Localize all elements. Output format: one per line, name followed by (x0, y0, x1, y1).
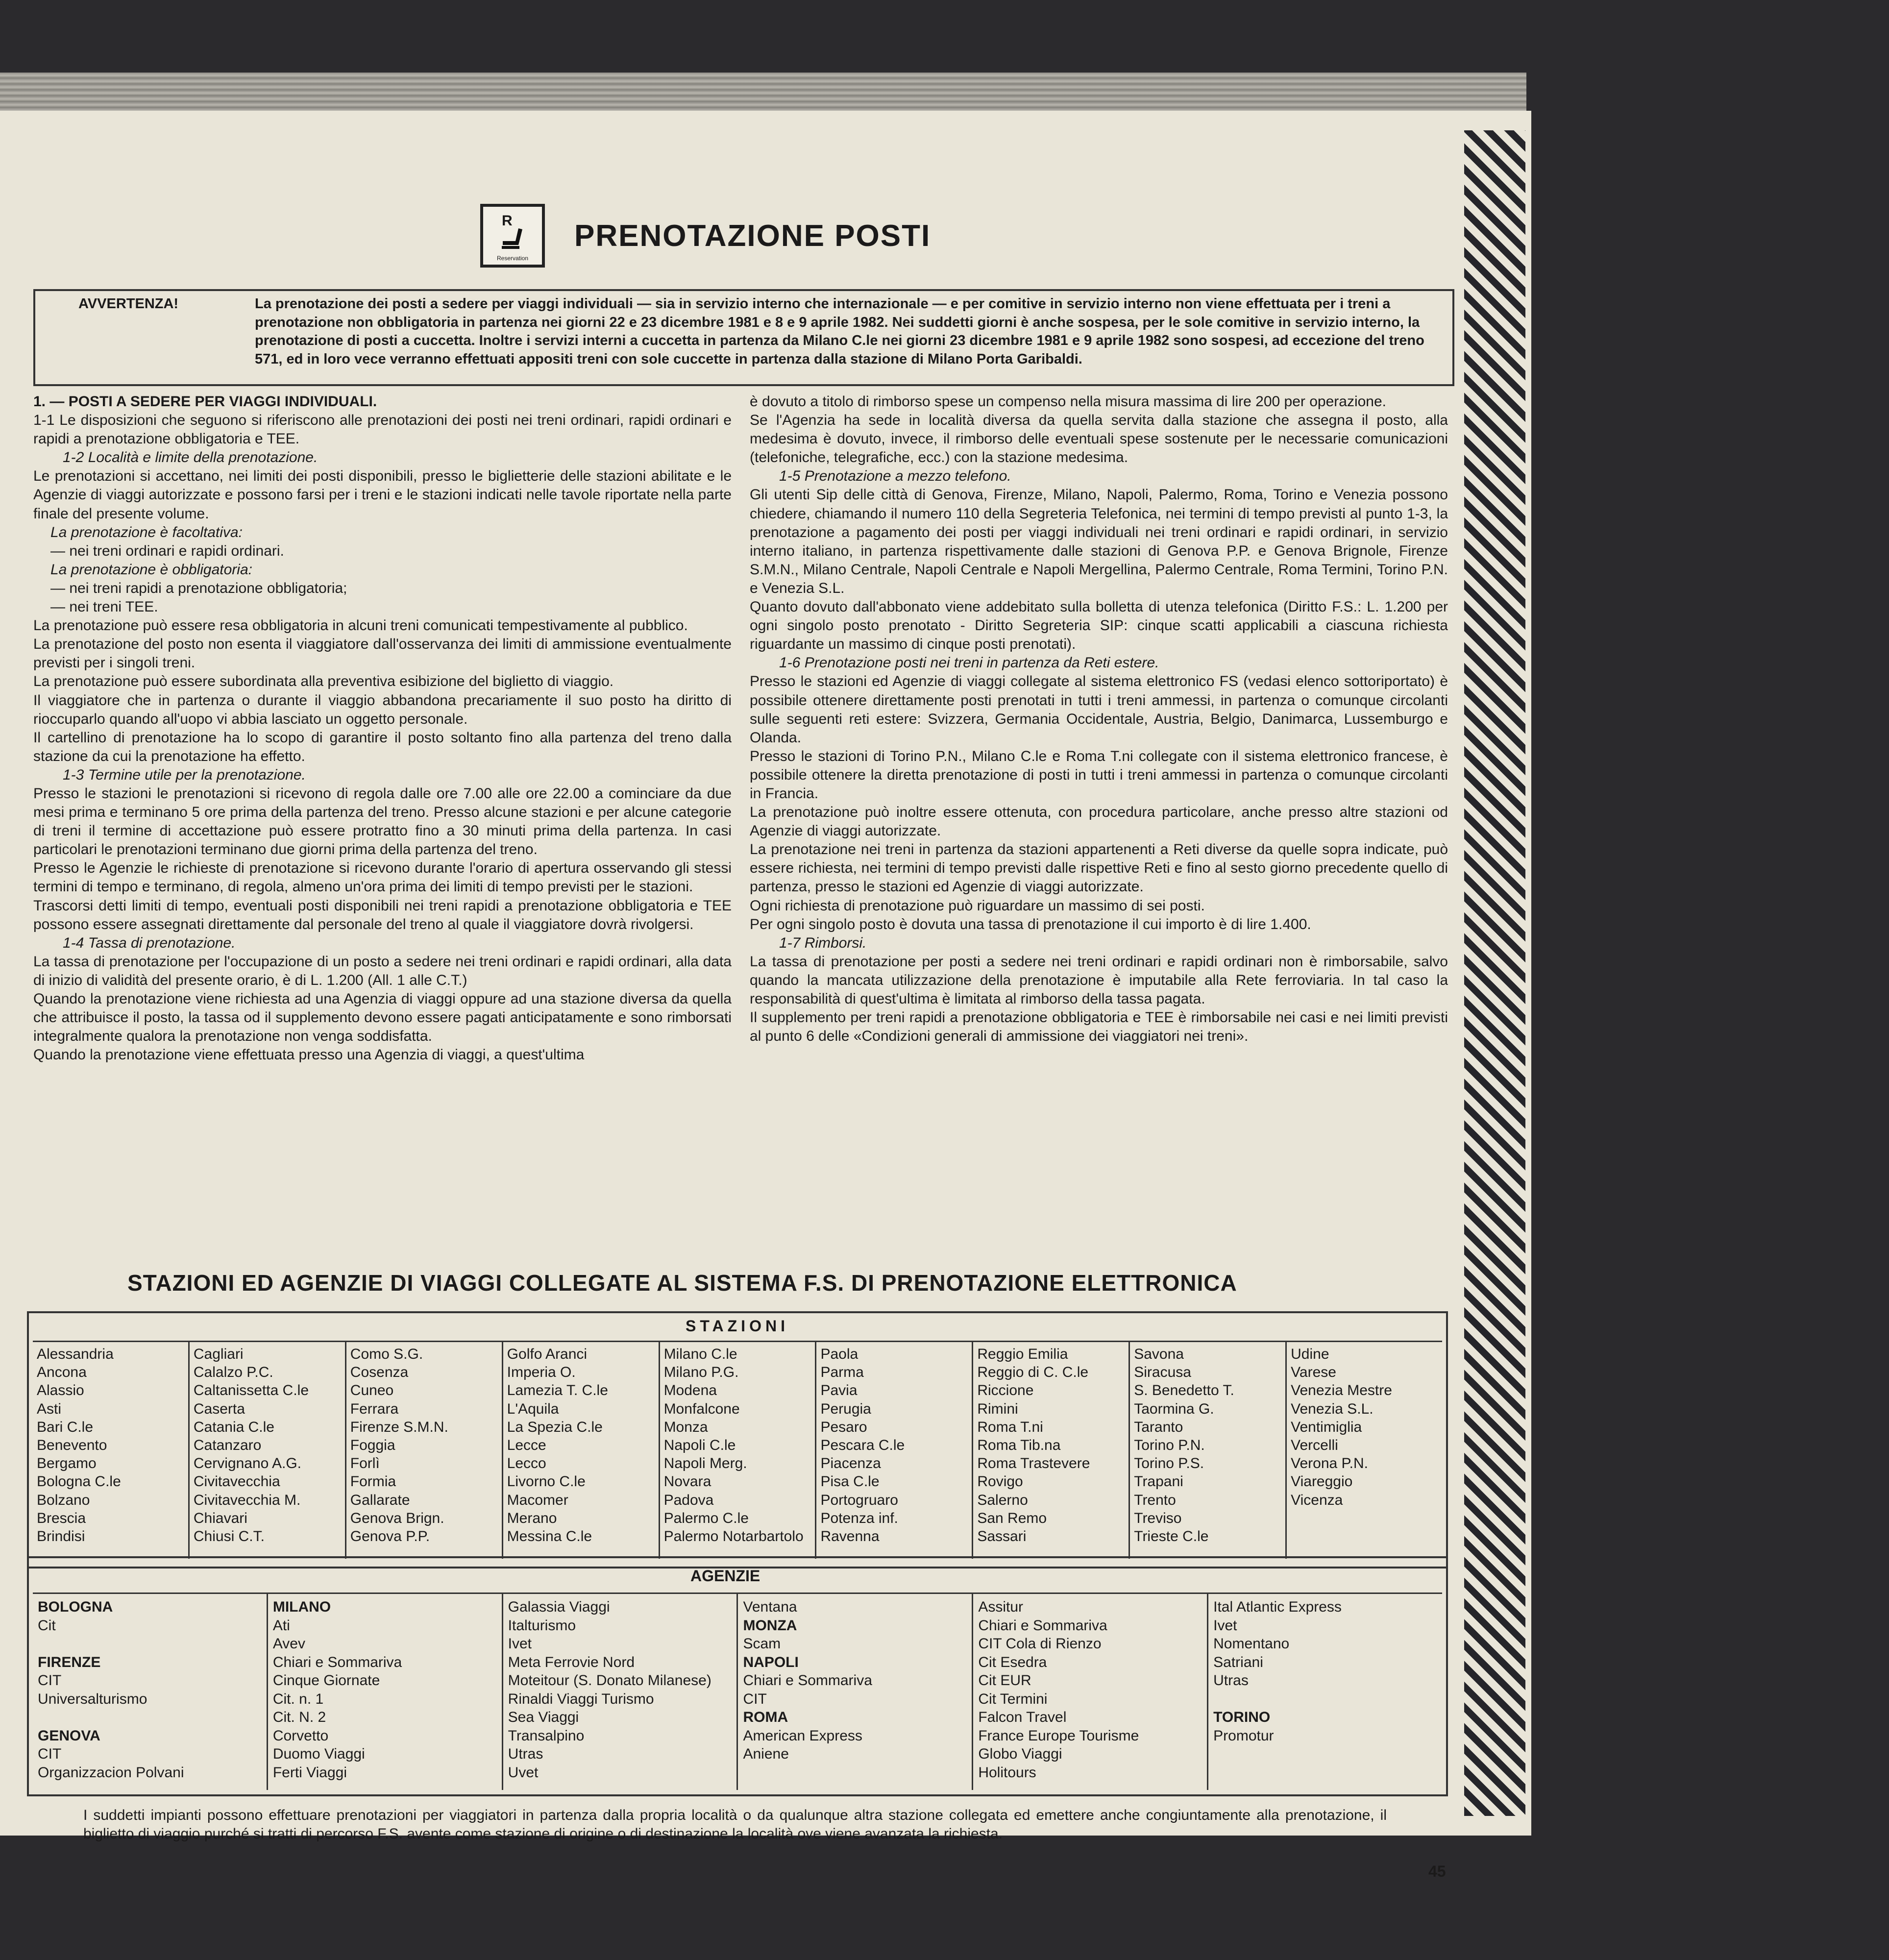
station-name: Roma T.ni (977, 1419, 1043, 1435)
station-name: Trapani (1134, 1473, 1183, 1490)
warning-box (33, 289, 1454, 386)
station-name: Potenza inf. (820, 1510, 898, 1526)
agency-name: CIT (743, 1690, 767, 1707)
agency-name: Chiari e Sommariva (743, 1672, 872, 1689)
station-name: Bari C.le (37, 1419, 94, 1435)
station-name: Macomer (507, 1492, 568, 1508)
agency-name: Ati (272, 1617, 290, 1634)
station-name: Savona (1134, 1346, 1184, 1362)
station-name: Milano C.le (663, 1346, 737, 1362)
station-name: Alessandria (37, 1346, 114, 1362)
agency-city: TORINO (1213, 1709, 1271, 1725)
station-name: Napoli C.le (663, 1437, 736, 1453)
agency-name: Universalturismo (38, 1690, 147, 1707)
agency-name: Utras (508, 1746, 543, 1762)
stations-label: STAZIONI (686, 1317, 789, 1335)
station-name: Modena (663, 1382, 717, 1399)
agency-name (38, 1708, 262, 1727)
reservation-caption: Reservation (496, 255, 529, 262)
station-name: Ravenna (820, 1528, 880, 1544)
document-page (0, 111, 1531, 1880)
station-name: Vercelli (1291, 1437, 1338, 1453)
page-margin-stripes (1464, 130, 1525, 1816)
right-paragraph: Gli utenti Sip delle città di Genova, Firenze, Milano, Napoli, Palermo, Roma, Torino e Venezia possono chiedere, chiamando il numero 110 della Segreteria Telefonica, nei termini di tempo previsti al punto 1-3, la prenotazione a pagamento dei posti per viaggi individuali nei treni ordinari e rapidi ordinari, in servizio interno italiano, in partenza rispettivamente dalle stazioni di Genova P.P. e Genova Brignole, Firenze S.M.N., Milano Centrale, Napoli Centrale e Napoli Mergellina, Palermo Centrale, Roma Termini, Torino P.N. e Venezia S.L. (750, 487, 1448, 596)
station-name: Treviso (1134, 1510, 1182, 1526)
agency-name: Uvet (508, 1764, 539, 1781)
agency-name: Sea Viaggi (508, 1709, 579, 1725)
station-name: Pesaro (820, 1419, 867, 1435)
agencies-table (27, 1556, 1448, 1796)
station-name: Roma Trastevere (977, 1455, 1090, 1472)
agency-name: CIT Cola di Rienzo (978, 1636, 1102, 1652)
left-paragraph: Quando la prenotazione viene effettuata presso una Agenzia di viaggi, a quest'ultima (33, 1047, 585, 1063)
agency-name: Ivet (508, 1636, 532, 1652)
left-paragraph: 1-4 Tassa di prenotazione. (63, 934, 236, 951)
agency-name: Corvetto (272, 1727, 329, 1744)
station-name: Bolzano (37, 1492, 90, 1508)
agency-name: Chiari e Sommariva (978, 1617, 1107, 1634)
station-name: Palermo C.le (663, 1510, 749, 1526)
station-name: Como S.G. (350, 1346, 423, 1362)
station-name: Brindisi (37, 1528, 85, 1544)
seat-reservation-icon (480, 204, 545, 268)
station-name: Livorno C.le (507, 1473, 586, 1490)
stations-table (27, 1311, 1448, 1568)
agency-name: Cit Termini (978, 1690, 1048, 1707)
station-name: Golfo Aranci (507, 1346, 588, 1362)
station-name: Novara (663, 1473, 711, 1490)
agency-name (1213, 1690, 1437, 1709)
station-column (660, 1342, 817, 1559)
agency-city: BOLOGNA (38, 1599, 113, 1615)
station-name: Lamezia T. C.le (507, 1382, 608, 1399)
station-name: Chiavari (193, 1510, 247, 1526)
station-name: Cervignano A.G. (193, 1455, 302, 1472)
right-paragraph: Il supplemento per treni rapidi a prenotazione obbligatoria e TEE è rimborsabile nei casi e nei limiti previsti al punto 6 delle «Condizioni generali di ammissione dei viaggiatori nei treni». (750, 1009, 1448, 1045)
left-paragraph: — nei treni rapidi a prenotazione obbligatoria; (50, 580, 347, 596)
station-name: Monza (663, 1419, 708, 1435)
agency-name: Avev (272, 1636, 305, 1652)
agency-name: Italturismo (508, 1617, 576, 1634)
left-paragraph: 1-2 Località e limite della prenotazione. (63, 449, 318, 466)
station-name: Sassari (977, 1528, 1027, 1544)
station-name: Vicenza (1291, 1492, 1343, 1508)
station-name: Salerno (977, 1492, 1028, 1508)
station-name: Rimini (977, 1400, 1018, 1417)
station-name: Ventimiglia (1291, 1419, 1362, 1435)
left-paragraph: La prenotazione può essere subordinata alla preventiva esibizione del biglietto di viaggio. (33, 673, 614, 690)
agency-city: MILANO (272, 1599, 331, 1615)
left-paragraph: 1. — POSTI A SEDERE PER VIAGGI INDIVIDUALI. (33, 393, 377, 410)
station-name: Viareggio (1291, 1473, 1353, 1490)
agency-name: France Europe Tourisme (978, 1727, 1139, 1744)
left-paragraph: Quando la prenotazione viene richiesta ad una Agenzia di viaggi oppure ad una stazione diversa da quella che attribuisce il posto, la tassa od il supplemento devono essere pagati anticipatamente e sono rimborsati integralmente qualora la prenotazione non venga soddisfatta. (33, 991, 732, 1045)
station-name: Padova (663, 1492, 714, 1508)
left-paragraph: La prenotazione può essere resa obbligatoria in alcuni treni comunicati tempestivamente al pubblico. (33, 617, 688, 634)
page-number: 45 (1428, 1862, 1446, 1880)
agency-name: Cit Esedra (978, 1654, 1047, 1670)
station-name: S. Benedetto T. (1134, 1382, 1234, 1399)
station-name: Perugia (820, 1400, 871, 1417)
agency-name: Transalpino (508, 1727, 585, 1744)
agency-name: Scam (743, 1636, 781, 1652)
station-name: Palermo Notarbartolo (663, 1528, 804, 1544)
agency-name: Meta Ferrovie Nord (508, 1654, 635, 1670)
station-name: Paola (820, 1346, 859, 1362)
left-paragraph: Trascorsi detti limiti di tempo, eventuali posti disponibili nei treni rapidi a prenotazione obbligatoria e TEE possono essere assegnati direttamente dal personale del treno al quale il viaggiatore dovrà rivolgersi. (33, 897, 732, 932)
station-name: Bergamo (37, 1455, 97, 1472)
page-title: PRENOTAZIONE POSTI (574, 219, 931, 253)
left-paragraph: Presso le Agenzie le richieste di prenotazione si ricevono durante l'orario di apertura osservando gli stessi termini di tempo e terminano, di regola, almeno un'ora prima dei limiti di tempo previsti per le stazioni. (33, 860, 732, 895)
station-name: Lecco (507, 1455, 546, 1472)
station-name: Varese (1291, 1364, 1336, 1381)
agency-name: Rinaldi Viaggi Turismo (508, 1690, 654, 1707)
station-name: Alassio (37, 1382, 84, 1399)
right-paragraph: La tassa di prenotazione per posti a sedere nei treni ordinari e rapidi ordinari non è rimborsabile, salvo quando la mancata utilizzazione della prenotazione è imputabile alla Rete ferroviaria. In tal caso la responsabilità di quest'ultima è limitata al rimborso della tassa pagata. (750, 953, 1448, 1007)
right-paragraph: Ogni richiesta di prenotazione può riguardare un massimo di sei posti. (750, 897, 1205, 914)
left-paragraph: Il cartellino di prenotazione ha lo scopo di garantire il posto soltanto fino alla partenza del treno dalla stazione da cui la prenotazione ha effetto. (33, 729, 732, 764)
agency-name: Moteitour (S. Donato Milanese) (508, 1672, 711, 1689)
station-name: Monfalcone (663, 1400, 740, 1417)
station-name: Cosenza (350, 1364, 409, 1381)
station-name: Parma (820, 1364, 864, 1381)
agency-name: Galassia Viaggi (508, 1599, 610, 1615)
footer-note: I suddetti impianti possono effettuare prenotazioni per viaggiatori in partenza dalla propria località o da qualunque altra stazione collegata ed emettere anche congiuntamente alla prenotazione, il biglietto di viaggio purché si tratti di percorso F.S. avente come stazione di origine o di destinazione la località ove viene avanzata la richiesta. (83, 1807, 1387, 1842)
station-name: Catania C.le (193, 1419, 274, 1435)
station-name: Civitavecchia (193, 1473, 280, 1490)
agency-name: American Express (743, 1727, 862, 1744)
agency-name: Ventana (743, 1599, 797, 1615)
right-paragraph: Presso le stazioni ed Agenzie di viaggi collegate al sistema elettronico FS (vedasi elenco sottoriportato) è possibile ottenere direttamente posti prenotati in tutti i treni ammessi, in partenza o comunque circolanti sulle seguenti reti estere: Svizzera, Germania Occidentale, Austria, Belgio, Danimarca, Lussemburgo e Olanda. (750, 673, 1448, 746)
agency-city: GENOVA (38, 1727, 100, 1744)
station-name: Rovigo (977, 1473, 1023, 1490)
reservation-letter: R (502, 213, 513, 229)
agency-name: Assitur (978, 1599, 1023, 1615)
station-name: Genova P.P. (350, 1528, 430, 1544)
station-name: Formia (350, 1473, 396, 1490)
right-text-column (750, 392, 1448, 1046)
agency-name: Ivet (1213, 1617, 1237, 1634)
right-paragraph: Quanto dovuto dall'abbonato viene addebitato sulla bolletta di utenza telefonica (Diritto F.S.: L. 1.200 per ogni singolo posto prenotato - Diritto Segreteria SIP: cinque scatti applicabili a ciascuna richiesta riguardante un massimo di cinque posti prenotati). (750, 599, 1448, 653)
station-name: Merano (507, 1510, 557, 1526)
left-paragraph: La prenotazione è obbligatoria: (50, 561, 252, 578)
station-name: Asti (37, 1400, 62, 1417)
station-name: Lecce (507, 1437, 546, 1453)
station-column (816, 1342, 973, 1559)
station-name: Torino P.S. (1134, 1455, 1204, 1472)
station-name: Pescara C.le (820, 1437, 905, 1453)
agency-name: CIT (38, 1746, 62, 1762)
left-text-column (33, 392, 732, 1064)
station-name: Imperia O. (507, 1364, 576, 1381)
station-name: Brescia (37, 1510, 86, 1526)
left-paragraph: La prenotazione del posto non esenta il viaggiatore dall'osservanza dei limiti di ammissione eventualmente previsti per i singoli treni. (33, 636, 732, 671)
station-column (503, 1342, 660, 1559)
station-name: Reggio di C. C.le (977, 1364, 1089, 1381)
station-name: Messina C.le (507, 1528, 592, 1544)
right-paragraph: 1-5 Prenotazione a mezzo telefono. (779, 468, 1011, 485)
seat-icon (499, 226, 528, 251)
agency-city: NAPOLI (743, 1654, 799, 1670)
station-name: San Remo (977, 1510, 1047, 1526)
agency-column (1208, 1594, 1442, 1790)
left-paragraph: — nei treni ordinari e rapidi ordinari. (50, 542, 284, 559)
agency-name: Falcon Travel (978, 1709, 1067, 1725)
station-name: Chiusi C.T. (193, 1528, 265, 1544)
left-paragraph: La prenotazione è facoltativa: (50, 524, 243, 540)
right-paragraph: La prenotazione può inoltre essere ottenuta, con procedura particolare, anche presso altre stazioni od Agenzie di viaggi autorizzate. (750, 804, 1448, 839)
station-column (190, 1342, 346, 1559)
agency-name: Cit EUR (978, 1672, 1031, 1689)
right-paragraph: Per ogni singolo posto è dovuta una tassa di prenotazione il cui importo è di lire 1.400. (750, 916, 1311, 932)
agency-name: Utras (1213, 1672, 1249, 1689)
station-name: Reggio Emilia (977, 1346, 1068, 1362)
left-paragraph: — nei treni TEE. (50, 599, 158, 615)
station-name: Caserta (193, 1400, 245, 1417)
network-title: STAZIONI ED AGENZIE DI VIAGGI COLLEGATE AL SISTEMA F.S. DI PRENOTAZIONE ELETTRONICA (127, 1270, 1237, 1296)
station-name: Genova Brign. (350, 1510, 444, 1526)
station-name: Milano P.G. (663, 1364, 739, 1381)
station-name: Foggia (350, 1437, 395, 1453)
station-name: Portogruaro (820, 1492, 898, 1508)
station-name: Trento (1134, 1492, 1176, 1508)
agency-column (973, 1594, 1208, 1790)
station-name: Cagliari (193, 1346, 244, 1362)
station-name: Pavia (820, 1382, 858, 1399)
station-name: Venezia S.L. (1291, 1400, 1374, 1417)
station-name: Civitavecchia M. (193, 1492, 301, 1508)
agency-name (38, 1635, 262, 1653)
right-paragraph: è dovuto a titolo di rimborso spese un compenso nella misura massima di lire 200 per operazione. (750, 393, 1387, 410)
station-name: Roma Tib.na (977, 1437, 1061, 1453)
station-name: Taranto (1134, 1419, 1183, 1435)
agency-city: ROMA (743, 1709, 788, 1725)
station-name: Calalzo P.C. (193, 1364, 273, 1381)
right-paragraph: Se l'Agenzia ha sede in località diversa da quella servita dalla stazione che assegna il posto, alla medesima è dovuto, invece, il rimborso delle eventuali spese sostenute per le necessarie comunicazioni (telefoniche, telegrafiche, ecc.) con la stazione medesima. (750, 412, 1448, 466)
station-name: Caltanissetta C.le (193, 1382, 309, 1399)
station-name: Ferrara (350, 1400, 399, 1417)
agency-name: Ferti Viaggi (272, 1764, 347, 1781)
station-name: Napoli Merg. (663, 1455, 747, 1472)
agency-name: Satriani (1213, 1654, 1263, 1670)
left-paragraph: 1-1 Le disposizioni che seguono si riferiscono alle prenotazioni dei posti nei treni ordinari, rapidi ordinari e rapidi a prenotazione obbligatoria e TEE. (33, 412, 732, 447)
left-paragraph: 1-3 Termine utile per la prenotazione. (63, 766, 306, 783)
station-name: Udine (1291, 1346, 1329, 1362)
right-paragraph: 1-7 Rimborsi. (779, 934, 867, 951)
agency-name: Holitours (978, 1764, 1036, 1781)
station-name: L'Aquila (507, 1400, 559, 1417)
agency-name: Organizzacion Polvani (38, 1764, 184, 1781)
agency-name: Cinque Giornate (272, 1672, 380, 1689)
station-column (346, 1342, 503, 1559)
agency-city: FIRENZE (38, 1654, 101, 1670)
agency-name: Cit. N. 2 (272, 1709, 326, 1725)
left-paragraph: Presso le stazioni le prenotazioni si ricevono di regola dalle ore 7.00 alle ore 22.00 a cominciare da due mesi prima e terminano 5 ore prima della partenza del treno. Presso alcune stazioni e per alcune categorie di treni il termine di accettazione può essere protratto fino a 30 minuti prima della partenza. In casi particolari le prenotazioni terminano due giorni prima della partenza del treno. (33, 785, 732, 858)
book-page-edge (0, 73, 1526, 113)
station-name: Piacenza (820, 1455, 881, 1472)
stations-columns (33, 1341, 1442, 1559)
agency-name: Duomo Viaggi (272, 1746, 365, 1762)
agency-name: Nomentano (1213, 1636, 1290, 1652)
page-header (480, 204, 931, 268)
station-column (973, 1342, 1130, 1559)
agency-name: Chiari e Sommariva (272, 1654, 402, 1670)
station-name: Bologna C.le (37, 1473, 121, 1490)
agency-name: Aniene (743, 1746, 789, 1762)
agency-name: CIT (38, 1672, 62, 1689)
right-paragraph: 1-6 Prenotazione posti nei treni in partenza da Reti estere. (779, 655, 1159, 671)
station-column (1130, 1342, 1287, 1559)
station-name: Cuneo (350, 1382, 394, 1399)
agency-city: MONZA (743, 1617, 797, 1634)
agency-column (503, 1594, 738, 1790)
station-name: Benevento (37, 1437, 107, 1453)
left-paragraph: La tassa di prenotazione per l'occupazione di un posto a sedere nei treni ordinari e rapidi ordinari, alla data di inizio di validità del presente orario, è di L. 1.200 (All. 1 alle C.T.) (33, 953, 732, 988)
station-name: Torino P.N. (1134, 1437, 1205, 1453)
station-name: Firenze S.M.N. (350, 1419, 448, 1435)
station-column (1287, 1342, 1442, 1559)
station-name: La Spezia C.le (507, 1419, 603, 1435)
station-name: Taormina G. (1134, 1400, 1214, 1417)
warning-label: AVVERTENZA! (78, 296, 179, 312)
station-name: Verona P.N. (1291, 1455, 1369, 1472)
station-name: Venezia Mestre (1291, 1382, 1392, 1399)
station-name: Siracusa (1134, 1364, 1191, 1381)
station-name: Pisa C.le (820, 1473, 880, 1490)
station-name: Trieste C.le (1134, 1528, 1209, 1544)
right-paragraph: Presso le stazioni di Torino P.N., Milano C.le e Roma T.ni collegate con il sistema elettronico francese, è possibile ottenere la diretta prenotazione di posti in tutti i treni ammessi in partenza o comunque circolanti in Francia. (750, 748, 1448, 802)
agency-name: Cit. n. 1 (272, 1690, 324, 1707)
agency-column (738, 1594, 973, 1790)
warning-text: La prenotazione dei posti a sedere per viaggi individuali — sia in servizio interno che internazionale — e per comitive in servizio interno non viene effettuata per i treni a prenotazione non obbligatoria in partenza nei giorni 22 e 23 dicembre 1981 e 8 e 9 aprile 1982. Nei suddetti giorni è anche sospesa, per le sole comitive in servizio interno, la prenotazione di posti a cuccetta. Inoltre i servizi interni a cuccetta in partenza da Milano C.le nei giorni 23 dicembre 1981 e 9 aprile 1982 sono sospesi, ad eccezione del treno 571, ed in loro vece verranno effettuati appositi treni con sole cuccette in partenza dalla stazione di Milano Porta Garibaldi. (255, 296, 1424, 368)
agency-name: Promotur (1213, 1727, 1274, 1744)
agency-column (33, 1594, 268, 1790)
agency-name: Ital Atlantic Express (1213, 1599, 1342, 1615)
station-name: Gallarate (350, 1492, 410, 1508)
station-column (33, 1342, 190, 1559)
station-name: Catanzaro (193, 1437, 262, 1453)
right-paragraph: La prenotazione nei treni in partenza da stazioni appartenenti a Reti diverse da quelle sopra indicate, può essere richiesta, nei termini di tempo previsti dalle rispettive Reti e fino al sesto giorno precedente quello di partenza, presso le stazioni ed Agenzie di viaggi autorizzate. (750, 841, 1448, 895)
left-paragraph: Il viaggiatore che in partenza o durante il viaggio abbandona precariamente il suo posto ha diritto di rioccuparlo quando all'uopo vi abbia lasciato un oggetto personale. (33, 692, 732, 727)
agencies-columns (33, 1592, 1442, 1790)
left-paragraph: Le prenotazioni si accettano, nei limiti dei posti disponibili, presso le biglietterie delle stazioni abilitate e le Agenzie di viaggi autorizzate e possono farsi per i treni e le stazioni indicati nelle tavole riportate nella parte finale del presente volume. (33, 468, 732, 522)
station-name: Forlì (350, 1455, 380, 1472)
agency-name: Globo Viaggi (978, 1746, 1062, 1762)
agencies-label: AGENZIE (690, 1567, 761, 1585)
station-name: Ancona (37, 1364, 87, 1381)
agency-column (268, 1594, 503, 1790)
station-name: Riccione (977, 1382, 1034, 1399)
agency-name: Cit (38, 1617, 56, 1634)
